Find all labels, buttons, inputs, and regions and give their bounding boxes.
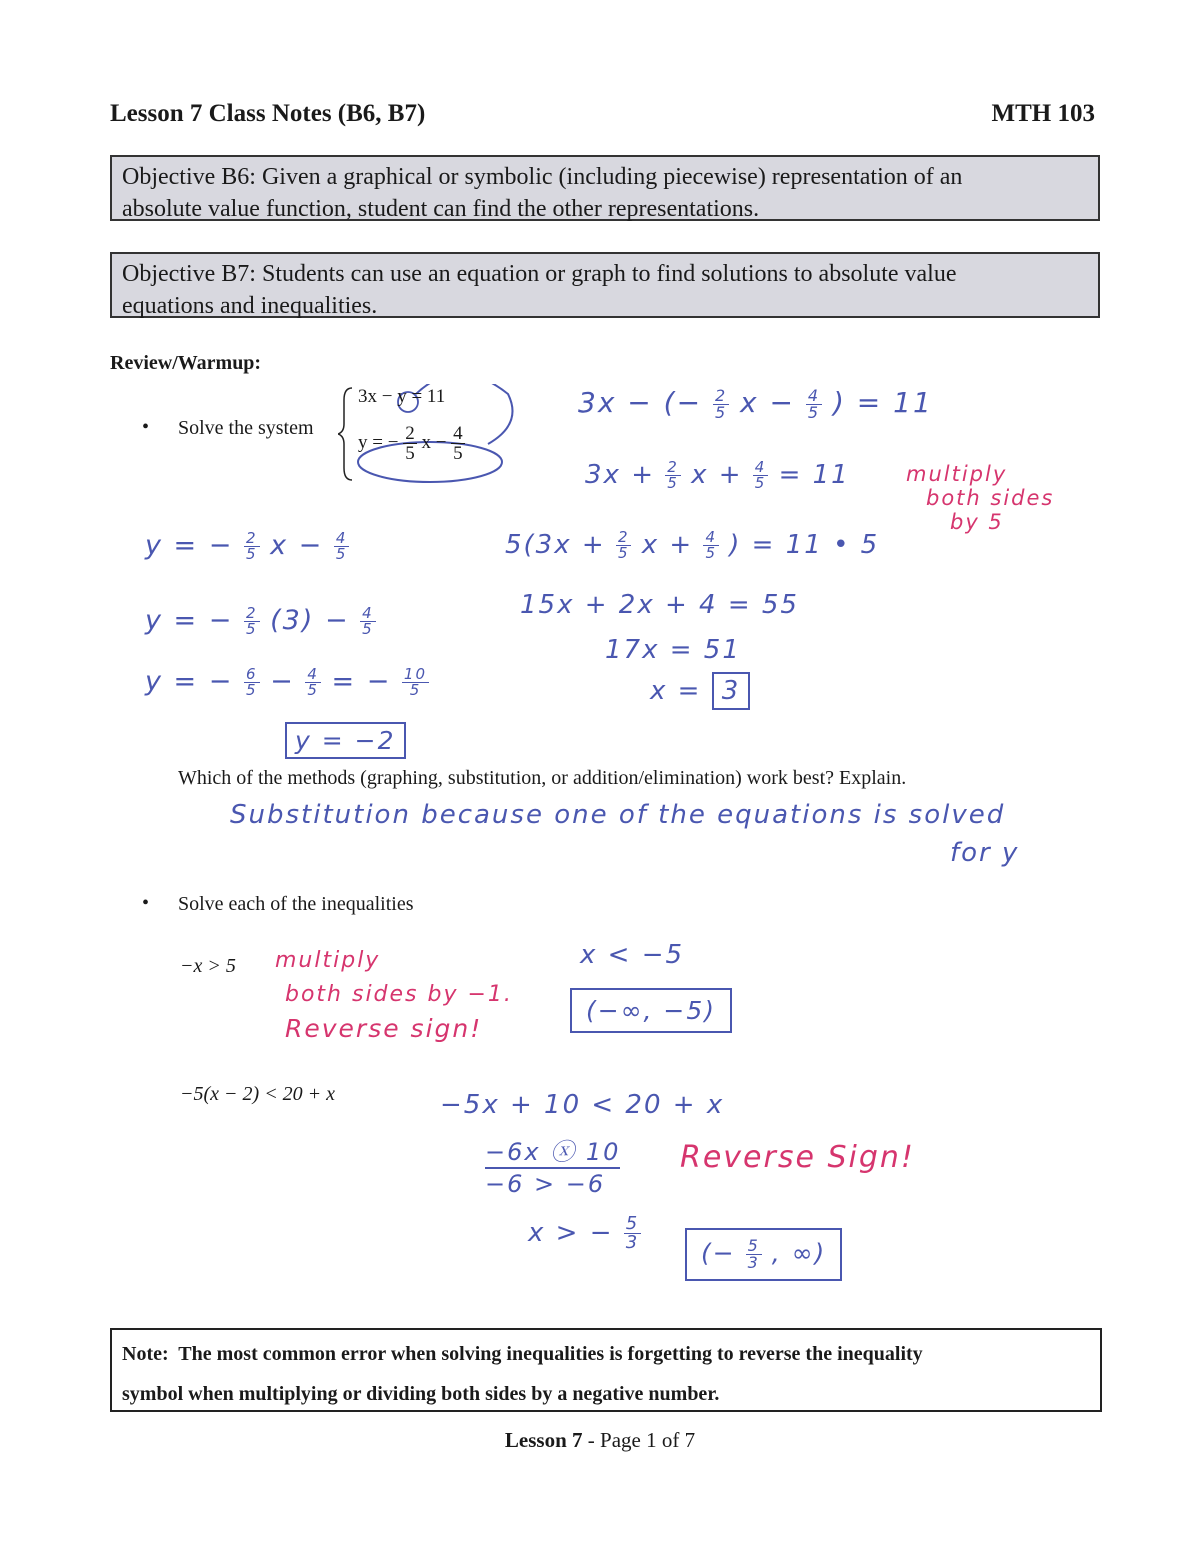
inequalities-label: Solve each of the inequalities [178,893,414,915]
inequality-2-line3: x > − $\frac{5}{3}$ [528,1213,640,1253]
reverse-sign-note-2: Reverse Sign! [680,1140,915,1175]
course-code: MTH 103 [991,100,1095,127]
objective-b6-line1: Objective B6: Given a graphical or symbolic (including piecewise) representation of an [122,164,963,190]
equation-2: y = − $\frac{2}{5}$ x − $\frac{4}{5}$ [358,423,463,464]
inequality-2-answer: (− $\frac{5}{3}$ , ∞) [685,1228,842,1281]
note-line2: symbol when multiplying or dividing both sides by a negative number. [122,1383,720,1405]
reverse-sign-note-1: multiply both sides by −1. Reverse sign! [275,948,513,1043]
objective-b7-line2: equations and inequalities. [122,293,378,319]
methods-question: Which of the methods (graphing, substitution, or addition/elimination) work best? Explain. [178,767,907,789]
work-left-line2: y = − $\frac{2}{5}$ (3) − $\frac{4}{5}$ [145,604,374,638]
inequality-1-answer: (−∞, −5) [570,988,732,1033]
work-right-line6: x = 3 [650,676,750,706]
page-footer: Lesson 7 - Page 1 of 7 [504,1428,696,1452]
work-right-line5: 17x = 51 [605,635,741,665]
y-answer-box: y = −2 [285,722,406,759]
work-right-line1: 3x − (− $\frac{2}{5}$ x − $\frac{4}{5}$ ) = 11 [578,385,933,422]
bullet-dot: • [142,892,150,914]
work-right-line4: 15x + 2x + 4 = 55 [520,590,799,620]
methods-answer-line2: for y [950,838,1020,868]
work-right-line3: 5(3x + $\frac{2}{5}$ x + $\frac{4}{5}$ ) = 11 • 5 [505,528,880,562]
inequality-2-line2: −6x ⓧ 10 −6 > −6 [485,1138,621,1198]
page-title: Lesson 7 Class Notes (B6, B7) [110,100,426,127]
inequality-1: −x > 5 [180,955,236,977]
bullet-dot: • [142,416,150,438]
objective-b6-line2: absolute value function, student can find the other representations. [122,196,760,222]
methods-answer-line1: Substitution because one of the equations is solved [230,800,1006,830]
note-box [110,1328,1102,1412]
objective-b7-box [110,252,1100,318]
equation-1: 3x − y = 11 [358,386,446,407]
review-heading: Review/Warmup: [110,352,262,374]
note-line1: Note: The most common error when solving inequalities is forgetting to reverse the inequality [122,1343,923,1365]
objective-b7-line1: Objective B7: Students can use an equation or graph to find solutions to absolute value [122,261,957,287]
multiply-by-5-note: multiply both sides by 5 [906,462,1055,534]
work-left-line1: y = − $\frac{2}{5}$ x − $\frac{4}{5}$ [145,529,348,563]
inequality-2: −5(x − 2) < 20 + x [180,1083,336,1105]
work-right-line2: 3x + $\frac{2}{5}$ x + $\frac{4}{5}$ = 11 [585,458,850,492]
system-label: Solve the system [178,417,314,439]
work-left-line3: y = − $\frac{6}{5}$ − $\frac{4}{5}$ = − $\frac{10}{5}$ [145,665,428,699]
inequality-1-work: x < −5 [580,940,685,970]
inequality-2-line1: −5x + 10 < 20 + x [440,1090,725,1120]
objective-b6-box [110,155,1100,221]
x-answer-box: 3 [712,672,751,710]
